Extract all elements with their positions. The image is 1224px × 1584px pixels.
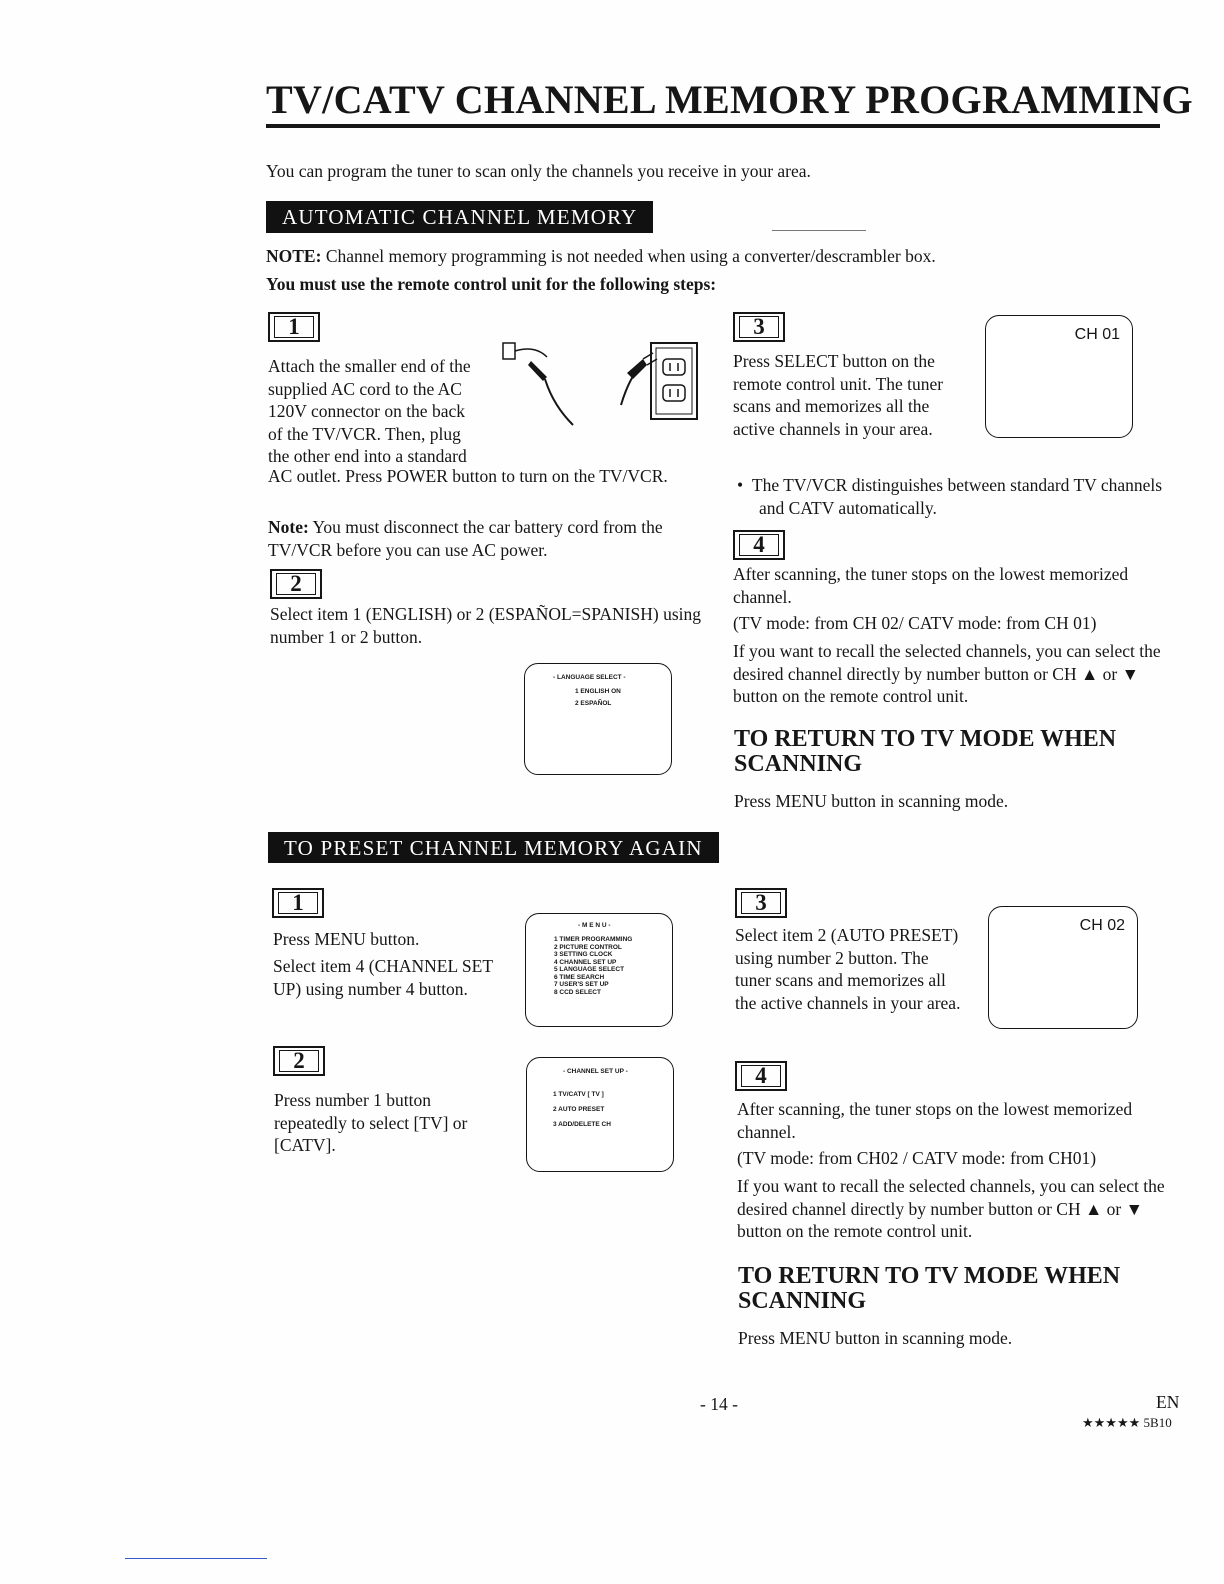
ac-cord-illustration: [495, 335, 710, 435]
screen-item: 8 CCD SELECT: [554, 988, 601, 996]
screen-item: 3 SETTING CLOCK: [554, 951, 613, 958]
section-banner-automatic: AUTOMATIC CHANNEL MEMORY: [266, 201, 653, 233]
step-1-text-cont: AC outlet. Press POWER button to turn on the TV/VCR.: [268, 466, 668, 486]
step-1-line: the other end into a standard: [268, 446, 467, 466]
step-4-text: After scanning, the tuner stops on the lowest memorized channel.: [737, 1099, 1133, 1142]
step-4-recall: If you want to recall the selected channels, you can select the desired channel directly by number button or CH ▲ or ▼ button on the remote control unit.: [737, 1176, 1165, 1241]
screen-item: 4 CHANNEL SET UP: [554, 958, 617, 966]
bullet-item: • The TV/VCR distinguishes between standard TV channels and CATV automatically.: [737, 475, 1163, 518]
note-label: Note:: [268, 517, 309, 537]
language-code: EN: [1156, 1392, 1180, 1412]
step-4-mode: (TV mode: from CH02 / CATV mode: from CH01): [737, 1148, 1097, 1168]
screen-item: 5 LANGUAGE SELECT: [554, 966, 625, 973]
step-4-mode: (TV mode: from CH 02/ CATV mode: from CH 01): [733, 613, 1097, 633]
step-1-line: supplied AC cord to the AC: [268, 378, 462, 399]
step-4-recall: If you want to recall the selected channels, you can select the desired channel directly by number button or CH ▲ or ▼ button on the remote control unit.: [733, 641, 1161, 706]
step-4-badge: [733, 530, 785, 560]
note-label: NOTE:: [266, 246, 322, 266]
step-number: 2: [276, 573, 316, 595]
step-2-badge: [273, 1046, 325, 1076]
step-number: 1: [274, 316, 314, 338]
title-underline: [266, 124, 1160, 128]
step-number: 4: [741, 1065, 781, 1087]
step-number: 2: [279, 1050, 319, 1072]
note-text: Channel memory programming is not needed when using a converter/descrambler box.: [325, 246, 936, 266]
step-1-line: of the TV/VCR. Then, plug: [268, 423, 461, 444]
step-4-badge: [735, 1061, 787, 1091]
channel-display: CH 01: [1074, 326, 1120, 343]
screen-item: 2 ESPAÑOL: [575, 700, 612, 707]
screen-item: 2 AUTO PRESET: [553, 1106, 605, 1113]
step-3-badge: [733, 312, 785, 342]
return-heading: TO RETURN TO TV MODE WHEN SCANNING: [738, 1263, 1121, 1314]
screen-item: 1 TIMER PROGRAMMING: [554, 936, 633, 943]
divider: [772, 230, 866, 231]
step-1-badge: [268, 312, 320, 342]
step-2-badge: [270, 569, 322, 599]
step-1-line: 120V connector on the back: [268, 401, 465, 421]
screen-item: 1 ENGLISH ON: [575, 688, 621, 695]
screen-item: 7 USER'S SET UP: [554, 981, 609, 988]
step-1-line: Attach the smaller end of the: [268, 356, 471, 376]
step-number: 3: [739, 316, 779, 338]
language-select-screen: [524, 663, 672, 775]
step-number: 1: [278, 892, 318, 914]
step-2-text: Press number 1 button repeatedly to select [TV] or [CATV].: [274, 1090, 468, 1155]
tv-screen: [988, 906, 1138, 1029]
edge-line: [125, 1558, 267, 1559]
step-3-badge: [735, 888, 787, 918]
channel-setup-screen: [526, 1057, 674, 1172]
step-3-bullets: [737, 474, 1167, 519]
screen-title: - CHANNEL SET UP -: [563, 1068, 628, 1075]
model-code: ★★★★★ 5B10: [1082, 1415, 1172, 1430]
step-2-text: Select item 1 (ENGLISH) or 2 (ESPAÑOL=SPANISH) using number 1 or 2 button.: [270, 604, 702, 647]
step-1-note: [268, 516, 703, 561]
step-1-text: Press MENU button.: [273, 929, 420, 949]
page-title: TV/CATV CHANNEL MEMORY PROGRAMMING: [266, 77, 1193, 122]
remote-notice: You must use the remote control unit for the following steps:: [266, 274, 717, 294]
return-text: Press MENU button in scanning mode.: [738, 1328, 1013, 1348]
step-3-text: Select item 2 (AUTO PRESET) using number 2 button. The tuner scans and memorizes all the active channels in your area.: [735, 925, 961, 1013]
screen-title: - M E N U -: [578, 922, 611, 929]
channel-display: CH 02: [1079, 917, 1125, 934]
step-3-text: Press SELECT button on the remote control unit. The tuner scans and memorizes all the active channels in your area.: [733, 351, 944, 439]
note-line: [266, 245, 1166, 268]
tv-screen: [985, 315, 1133, 438]
step-number: 3: [741, 892, 781, 914]
step-number: 4: [739, 534, 779, 556]
menu-screen: [525, 913, 673, 1027]
screen-title: - LANGUAGE SELECT -: [553, 674, 626, 681]
step-1-badge: [272, 888, 324, 918]
step-1-text: Select item 4 (CHANNEL SET UP) using number 4 button.: [273, 956, 493, 999]
step-4-text: After scanning, the tuner stops on the lowest memorized channel.: [733, 564, 1129, 607]
return-heading: TO RETURN TO TV MODE WHEN SCANNING: [734, 726, 1117, 777]
step-1-text: [268, 355, 518, 468]
page-number: - 14 -: [700, 1394, 738, 1414]
bullet-text: The TV/VCR distinguishes between standard TV channels and CATV automatically.: [751, 475, 1163, 518]
section-banner-preset: TO PRESET CHANNEL MEMORY AGAIN: [268, 832, 719, 863]
return-text: Press MENU button in scanning mode.: [734, 791, 1009, 811]
screen-item: 2 PICTURE CONTROL: [554, 943, 622, 951]
screen-item: 6 TIME SEARCH: [554, 973, 605, 981]
note-text: You must disconnect the car battery cord from the TV/VCR before you can use AC power.: [268, 517, 663, 560]
intro-text: You can program the tuner to scan only the channels you receive in your area.: [266, 161, 811, 181]
screen-item: 3 ADD/DELETE CH: [553, 1121, 611, 1128]
screen-item: 1 TV/CATV [ TV ]: [553, 1091, 604, 1098]
